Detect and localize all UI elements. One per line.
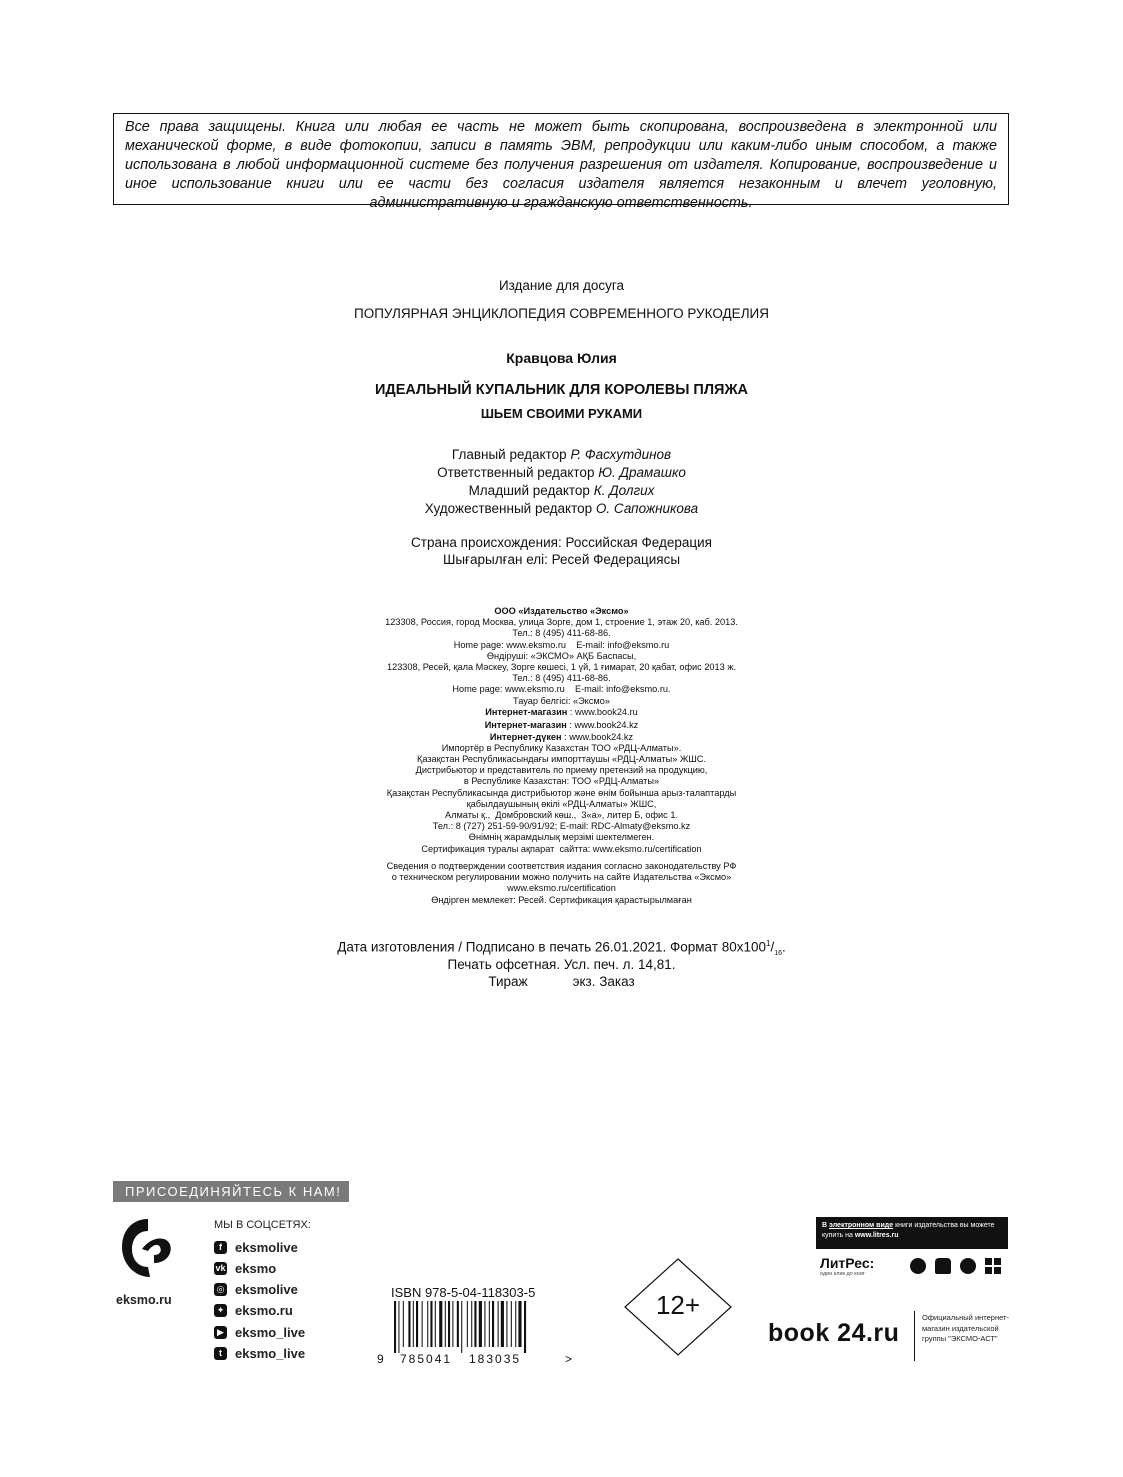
editor-row: [0, 447, 1123, 462]
imprint-line: [0, 617, 1123, 628]
imprint-line: [0, 662, 1123, 673]
imprint-line: [0, 810, 1123, 821]
imprint-text: Өнімнің жарамдылық мерзімі шектелмеген.: [468, 832, 655, 843]
editor-name: Ю. Драмашко: [598, 465, 686, 480]
social-item[interactable]: [214, 1345, 305, 1363]
litres-banner-link: электронном виде: [829, 1222, 894, 1229]
imprint-label: Интернет-магазин: [484, 720, 567, 731]
imprint-text: Дистрибьютор и представитель по приему претензий на продукцию,: [415, 765, 708, 776]
imprint-line: [0, 765, 1123, 776]
barcode-bar: [498, 1301, 499, 1347]
social-item[interactable]: [214, 1281, 298, 1299]
imprint-text: Home page: www.eksmo.ru E-mail: info@eksmo.ru.: [452, 684, 671, 695]
barcode-bar: [427, 1301, 428, 1347]
editor-role: Главный редактор: [451, 447, 567, 462]
barcode-bar: [506, 1301, 507, 1347]
imprint-text: Тел.: 8 (727) 251-59-90/91/92; E-mail: RDC-Almaty@eksmo.kz: [432, 821, 691, 832]
editor-name: К. Долгих: [593, 483, 655, 498]
editor-role: Младший редактор: [468, 483, 590, 498]
instagram-icon: ◎: [214, 1283, 227, 1296]
litres-banner-site: www.litres.ru: [854, 1232, 899, 1239]
book-title: ИДЕАЛЬНЫЙ КУПАЛЬНИК ДЛЯ КОРОЛЕВЫ ПЛЯЖА: [374, 382, 749, 398]
imprint-text: Алматы қ., Домбровский көш., 3«а», литер Б, офис 1.: [444, 809, 678, 820]
social-label: eksmolive: [235, 1239, 298, 1255]
imprint-line: [0, 844, 1123, 855]
social-item[interactable]: [214, 1323, 305, 1341]
imprint-text: Тел.: 8 (495) 411-68-86.: [512, 673, 611, 684]
imprint-label: Интернет-дүкен: [489, 731, 562, 742]
barcode-bar: [408, 1301, 410, 1347]
barcode-bar: [452, 1301, 453, 1347]
barcode-bar: [394, 1301, 396, 1353]
editor-name: О. Сапожникова: [595, 501, 699, 516]
imprint-line: [0, 776, 1123, 787]
social-label: eksmo: [235, 1260, 277, 1276]
editor-role: Ответственный редактор: [437, 465, 595, 480]
android-icon: [935, 1258, 951, 1274]
editor-row: [0, 465, 1123, 480]
imprint-text: Home page: www.eksmo.ru E-mail: info@eksmo.ru: [453, 639, 670, 650]
editor-row: [0, 501, 1123, 516]
barcode-bar: [518, 1301, 521, 1347]
print-date-text: Дата изготовления / Подписано в печать 26.01.2021. Формат 80x100: [337, 939, 766, 955]
imprint-text: 123308, Ресей, қала Мәскеу, Зорге көшесі, 1 үй, 1 ғимарат, 20 қабат, офис 2013 ж.: [386, 662, 737, 672]
age-rating: 12+: [655, 1290, 701, 1320]
vk-icon: vk: [215, 1262, 226, 1273]
apple-icon: [910, 1258, 926, 1274]
eksmo-logo-icon: [118, 1215, 176, 1283]
social-item[interactable]: [214, 1259, 276, 1277]
imprint-line: [0, 799, 1123, 810]
social-label: eksmo_live: [235, 1324, 306, 1340]
isbn-label: ISBN 978-5-04-118303-5: [391, 1285, 536, 1300]
social-item[interactable]: [214, 1302, 293, 1320]
litres-banner: [816, 1217, 1008, 1249]
barcode-bar: [484, 1301, 485, 1347]
barcode-bar: [403, 1301, 404, 1347]
book24-divider: [914, 1311, 915, 1361]
format-fraction-num: 1: [765, 939, 771, 948]
imprint-line: [0, 732, 1123, 743]
litres-tagline: один клик до книг: [820, 1271, 865, 1277]
edition-type: Издание для досуга: [498, 278, 625, 293]
editor-name: Р. Фасхутдинов: [570, 447, 672, 462]
barcode-bar: [515, 1301, 516, 1347]
barcode-digits-right: 183035: [469, 1352, 522, 1366]
imprint-line: [0, 640, 1123, 651]
imprint-line: [0, 720, 1123, 731]
social-item[interactable]: [214, 1238, 298, 1256]
imprint-text: қабылдаушының өкілі «РДЦ-Алматы» ЖШС,: [466, 798, 657, 809]
litres-banner-pre: В: [822, 1222, 829, 1229]
imprint-line: [0, 673, 1123, 684]
author: Кравцова Юлия: [506, 350, 617, 366]
social-label: eksmolive: [235, 1282, 298, 1298]
imprint-line: [0, 707, 1123, 718]
youtube-icon: ▶: [214, 1326, 227, 1339]
barcode-bar: [461, 1301, 462, 1353]
imprint-line: [0, 788, 1123, 799]
barcode-digits-left: 785041: [400, 1352, 453, 1366]
litres-banner-mid: книги издательства вы можете купить на: [822, 1222, 995, 1239]
barcode-bar: [416, 1301, 418, 1347]
certification-line: www.eksmo.ru/certification: [507, 883, 616, 894]
imprint-text: : www.book24.kz: [561, 731, 634, 742]
imprint-text: Импортёр в Республику Казахстан ТОО «РДЦ-Алматы».: [441, 742, 682, 753]
certification-line: Өндірген мемлекет: Ресей. Сертификация қарастырылмаған: [431, 894, 692, 905]
imprint-text: : www.book24.ru: [567, 706, 638, 717]
barcode-bar: [413, 1301, 414, 1347]
series-title: ПОПУЛЯРНАЯ ЭНЦИКЛОПЕДИЯ СОВРЕМЕННОГО РУКОДЕЛИЯ: [354, 306, 769, 321]
barcode-digit-first: 9: [377, 1352, 384, 1366]
imprint-line: [0, 628, 1123, 639]
barcode-bar: [467, 1301, 468, 1347]
copyright-notice: Все права защищены. Книга или любая ее часть не может быть скопирована, воспроизведена в электронной или механической форме, в виде фотокопии, записи в память ЭВМ, репродукции или каким-либо иным способом, а также использована в любой информационной системе без получения разрешения от издателя. Копирование, воспроизведение и иное использование книги или ее части без согласия издателя является незаконным и влечет уголовную, административную и гражданскую ответственность.: [113, 113, 1009, 205]
print-date-format: Дата изготовления / Подписано в печать 26.01.2021. Формат $80x100^1/_{16}$.: [337, 939, 786, 958]
barcode-bar: [489, 1301, 490, 1347]
barcode-bar: [435, 1301, 436, 1347]
facebook-icon: f: [214, 1241, 227, 1254]
barcode-bar: [511, 1301, 512, 1347]
windows-icon: [985, 1258, 1001, 1274]
imprint-line: [0, 821, 1123, 832]
imprint-line: [0, 696, 1123, 707]
imprint-text: 123308, Россия, город Москва, улица Зорге, дом 1, строение 1, этаж 20, каб. 2013.: [385, 617, 738, 628]
barcode-bar: [474, 1301, 476, 1347]
imprint-line: [0, 684, 1123, 695]
barcode-bar: [439, 1301, 442, 1347]
format-fraction-den: 16: [774, 950, 782, 958]
editor-row: [0, 483, 1123, 498]
barcode-bar: [448, 1301, 450, 1347]
barcode-bar: [524, 1301, 526, 1353]
print-date-end: .: [782, 939, 786, 955]
origin-country-kz: Шығарылған елі: Ресей Федерациясы: [442, 552, 681, 567]
barcode-bar: [471, 1301, 472, 1347]
imprint-text: ООО «Издательство «Эксмо»: [494, 606, 629, 616]
imprint-line: [0, 651, 1123, 662]
certification-line: Сведения о подтверждении соответствия издания согласно законодательству РФ: [386, 861, 737, 871]
social-heading: МЫ В СОЦСЕТЯХ:: [214, 1219, 311, 1231]
book-subtitle: ШЬЕМ СВОИМИ РУКАМИ: [480, 406, 643, 421]
imprint-text: Тауар белгісі: «Эксмо»: [513, 695, 610, 706]
print-run: Тираж экз. Заказ: [488, 974, 635, 989]
barcode: [388, 1301, 548, 1353]
barcode-bar: [457, 1301, 459, 1347]
imprint-text: Сертификация туралы ақпарат сайтта: www.eksmo.ru/certification: [421, 843, 702, 854]
social-label: eksmo_live: [235, 1346, 306, 1361]
barcode-bar: [422, 1301, 423, 1347]
imprint-text: Өндіруші: «ЭКСМО» АҚБ Баспасы,: [486, 650, 637, 661]
book24-logo: book 24.ru: [768, 1319, 900, 1347]
barcode-bar: [501, 1301, 504, 1347]
imprint-text: Қазақстан Республикасындағы импорттаушы «РДЦ-Алматы» ЖШС.: [416, 753, 706, 764]
certification-line: о техническом регулировании можно получить на сайте Издательства «Эксмо»: [391, 872, 732, 883]
barcode-bar: [430, 1301, 432, 1347]
twitter-icon: t: [214, 1347, 227, 1360]
editor-role: Художественный редактор: [424, 501, 593, 516]
barcode-bar: [398, 1301, 399, 1353]
imprint-text: Қазақстан Республикасында дистрибьютор және өнім бойынша арыз-талаптарды: [386, 787, 737, 798]
imprint-line: [0, 832, 1123, 843]
social-label: eksmo.ru: [235, 1303, 293, 1319]
imprint-line: [0, 754, 1123, 765]
imprint-text: в Республике Казахстан: ТОО «РДЦ-Алматы»: [463, 776, 660, 787]
barcode-bar: [492, 1301, 494, 1347]
book24-description: Официальный интернет-магазин издательской группы "ЭКСМО-АСТ": [922, 1313, 1009, 1343]
barcode-bar: [445, 1301, 446, 1347]
litres-logo: ЛитРес:: [820, 1255, 875, 1271]
origin-country-ru: Страна происхождения: Российская Федерация: [411, 535, 712, 550]
imprint-text: : www.book24.kz: [566, 720, 639, 731]
imprint-label: Интернет-магазин: [485, 706, 568, 717]
print-sheets: Печать офсетная. Усл. печ. л. 14,81.: [447, 957, 676, 972]
barcode-bar: [479, 1301, 482, 1347]
join-us-banner: ПРИСОЕДИНЯЙТЕСЬ К НАМ!: [113, 1181, 349, 1202]
imprint-text: Тел.: 8 (495) 411-68-86.: [512, 628, 611, 639]
eksmo-site-icon: ✦: [214, 1304, 227, 1317]
eksmo-logo-label: eksmo.ru: [116, 1293, 172, 1307]
barcode-quiet-marker: >: [565, 1352, 573, 1366]
imprint-line: [0, 606, 1123, 617]
windows-phone-icon: [960, 1258, 976, 1274]
imprint-line: [0, 743, 1123, 754]
